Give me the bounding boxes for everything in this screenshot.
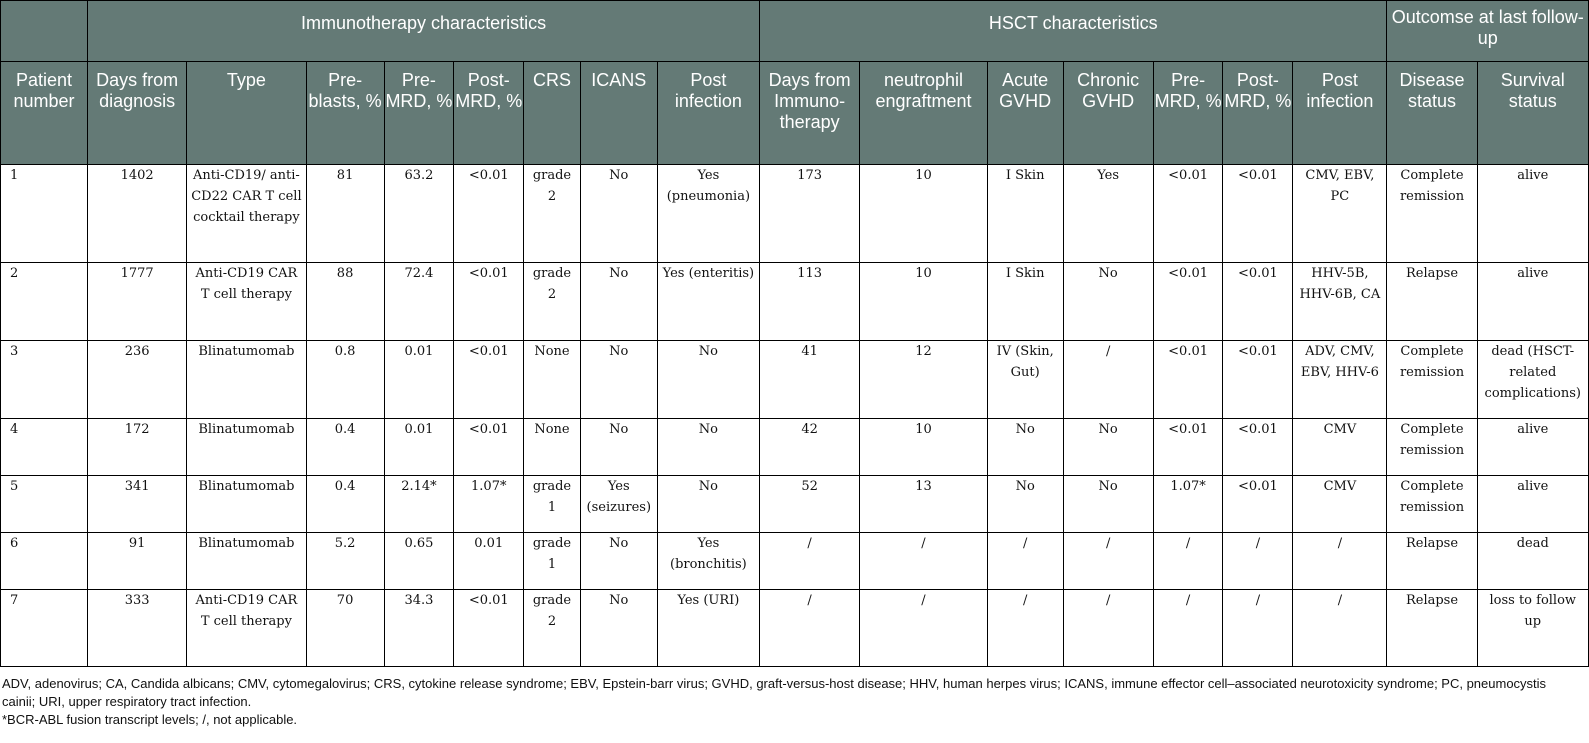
cell-text: No [1098, 266, 1118, 281]
table-cell [1063, 165, 1153, 263]
table-cell [187, 419, 306, 476]
cell-text: Yes (bronchitis) [670, 536, 747, 572]
cell-text: grade 2 [532, 168, 572, 204]
table-cell [760, 341, 860, 419]
table-cell [1387, 590, 1477, 667]
cell-text: Anti-CD19 CAR T cell therapy [195, 593, 298, 629]
table-cell [187, 263, 306, 341]
cell-text: loss to follow up [1489, 593, 1577, 629]
cell-text: / [1185, 536, 1191, 551]
table-cell [88, 263, 187, 341]
cell-text: <0.01 [1168, 344, 1208, 359]
table-cell [454, 165, 524, 263]
table-cell [1477, 590, 1588, 667]
cell-text: / [807, 536, 812, 551]
cell-text: No [1098, 479, 1118, 494]
cell-text: / [807, 593, 812, 608]
table-cell [1293, 341, 1387, 419]
cell-text: 88 [336, 266, 354, 281]
col-header-disease-status: Disease status [1387, 62, 1477, 165]
table-cell [88, 476, 187, 533]
cell-text: 63.2 [404, 168, 434, 183]
cell-text: 52 [801, 479, 818, 494]
cell-text: 0.4 [334, 479, 356, 494]
cell-text: 10 [915, 168, 932, 183]
cell-text: 172 [124, 422, 150, 437]
cell-text: 0.01 [404, 344, 434, 359]
table-cell [88, 165, 187, 263]
table-cell [524, 263, 581, 341]
table-cell [1153, 590, 1223, 667]
cell-text: alive [1517, 168, 1549, 183]
table-cell [454, 419, 524, 476]
table-cell [1153, 533, 1223, 590]
cell-text: 12 [915, 344, 932, 359]
table-cell [1, 263, 88, 341]
table-cell [1293, 533, 1387, 590]
cell-text: / [921, 536, 926, 551]
cell-text: / [1255, 536, 1261, 551]
cell-text: No [609, 593, 629, 608]
table-cell [760, 263, 860, 341]
table-cell [384, 419, 454, 476]
table-cell [1153, 165, 1223, 263]
table-cell [580, 590, 657, 667]
table-row [1, 165, 1589, 263]
cell-text: 341 [124, 479, 150, 494]
cell-text: alive [1517, 479, 1549, 494]
table-cell [987, 533, 1063, 590]
cell-text: Blinatumomab [198, 479, 295, 494]
table-cell [1063, 263, 1153, 341]
table-cell [524, 590, 581, 667]
table-cell [860, 341, 988, 419]
cell-text: grade 2 [532, 593, 572, 629]
table-cell [580, 419, 657, 476]
col-header-neutrophil: neutrophil engraftment [860, 62, 988, 165]
table-body [1, 165, 1589, 667]
cell-text: No [609, 536, 629, 551]
cell-text: 72.4 [404, 266, 434, 281]
table-cell [1223, 533, 1293, 590]
table-cell [1387, 476, 1477, 533]
cell-text: / [1337, 593, 1343, 608]
cell-text: <0.01 [468, 593, 509, 608]
group-header-immunotherapy: Immunotherapy characteristics [88, 1, 760, 62]
col-header-imm-post-mrd: Post-MRD, % [454, 62, 524, 165]
table-cell [524, 419, 581, 476]
table-cell [524, 341, 581, 419]
table-cell [524, 533, 581, 590]
cell-text: dead (HSCT-related complications) [1484, 344, 1581, 401]
table-cell [580, 533, 657, 590]
cell-text: <0.01 [468, 422, 509, 437]
table-cell [1, 533, 88, 590]
col-header-imm-post-infection: Post infection [657, 62, 759, 165]
table-cell [657, 263, 759, 341]
cell-text: <0.01 [1237, 422, 1278, 437]
col-header-imm-type: Type [187, 62, 306, 165]
table-cell [1153, 341, 1223, 419]
cell-text: 2 [10, 266, 19, 281]
cell-text: 236 [124, 344, 150, 359]
table-cell [860, 419, 988, 476]
cell-text: 1.07* [471, 479, 507, 494]
cell-text: <0.01 [468, 344, 509, 359]
group-header-hsct: HSCT characteristics [760, 1, 1387, 62]
cell-text: 42 [801, 422, 818, 437]
table-cell [1477, 263, 1588, 341]
cell-text: / [1337, 536, 1343, 551]
cell-text: Anti-CD19 CAR T cell therapy [195, 266, 298, 302]
cell-text: alive [1517, 266, 1549, 281]
cell-text: Yes [1097, 168, 1120, 183]
cell-text: Blinatumomab [198, 536, 295, 551]
cell-text: alive [1517, 422, 1549, 437]
table-cell [454, 590, 524, 667]
col-header-icans: ICANS [580, 62, 657, 165]
cell-text: 6 [10, 536, 19, 551]
table-cell [1293, 165, 1387, 263]
cell-text: 113 [797, 266, 823, 281]
table-cell [524, 476, 581, 533]
table-cell [860, 263, 988, 341]
table-cell [657, 533, 759, 590]
cell-text: / [921, 593, 926, 608]
col-header-pre-blasts: Pre-blasts, % [306, 62, 384, 165]
table-cell [1387, 263, 1477, 341]
cell-text: 3 [10, 344, 19, 359]
table-cell [306, 165, 384, 263]
col-header-hsct-days: Days from Immuno-therapy [760, 62, 860, 165]
table-cell [760, 419, 860, 476]
table-cell [657, 341, 759, 419]
table-cell [187, 165, 306, 263]
cell-text: 2.14* [401, 479, 437, 494]
table-row [1, 419, 1589, 476]
table-cell [1387, 533, 1477, 590]
cell-text: 5.2 [334, 536, 356, 551]
cell-text: <0.01 [1168, 266, 1208, 281]
cell-text: dead [1516, 536, 1549, 551]
table-cell [1, 419, 88, 476]
table-cell [1153, 263, 1223, 341]
footnote-abbreviations: ADV, adenovirus; CA, Candida albicans; CMV, cytomegalovirus; CRS, cytokine release syndrome; EBV, Epstein-barr virus; GVHD, graft-versus-host disease; HHV, human herpes virus; ICANS, immune effector cell–associated neurotoxicity syndrome; PC, pneumocystis cainii; URI, upper respiratory tract infection. [2, 676, 1547, 709]
table-cell [384, 341, 454, 419]
cell-text: Complete remission [1399, 422, 1465, 458]
table-cell [454, 263, 524, 341]
table-cell [384, 590, 454, 667]
cell-text: 173 [797, 168, 823, 183]
cell-text: Relapse [1405, 593, 1459, 608]
table-cell [187, 533, 306, 590]
cell-text: <0.01 [1237, 168, 1278, 183]
table-cell [1293, 419, 1387, 476]
table-cell [1223, 476, 1293, 533]
cell-text: / [1022, 593, 1028, 608]
table-cell [987, 419, 1063, 476]
table-cell [1223, 590, 1293, 667]
table-cell [580, 341, 657, 419]
cell-text: No [1098, 422, 1118, 437]
table-cell [760, 533, 860, 590]
table-cell [1063, 341, 1153, 419]
cell-text: IV (Skin, Gut) [996, 344, 1054, 380]
table-cell [88, 341, 187, 419]
table-cell [1063, 533, 1153, 590]
cell-text: Complete remission [1399, 168, 1465, 204]
cell-text: CMV [1323, 479, 1357, 494]
cell-text: None [534, 422, 570, 437]
table-cell [657, 590, 759, 667]
cell-text: 0.4 [334, 422, 356, 437]
cell-text: 91 [128, 536, 146, 551]
table-cell [306, 341, 384, 419]
cell-text: CMV, EBV, PC [1305, 168, 1375, 204]
cell-text: grade 1 [532, 479, 572, 515]
cell-text: grade 2 [532, 266, 572, 302]
table-row [1, 476, 1589, 533]
table-cell [1223, 341, 1293, 419]
table-cell [860, 590, 988, 667]
col-header-hsct-post-mrd: Post-MRD, % [1223, 62, 1293, 165]
col-header-hsct-pre-mrd: Pre-MRD, % [1153, 62, 1223, 165]
col-header-patient-number: Patient number [1, 62, 88, 165]
table-cell [88, 590, 187, 667]
cell-text: <0.01 [1168, 168, 1208, 183]
cell-text: HHV-5B, HHV-6B, CA [1299, 266, 1381, 302]
table-cell [454, 341, 524, 419]
cell-text: 1777 [120, 266, 154, 281]
cell-text: 0.8 [334, 344, 356, 359]
cell-text: 5 [10, 479, 19, 494]
cell-text: 0.01 [474, 536, 504, 551]
table-cell [306, 533, 384, 590]
cell-text: 70 [336, 593, 354, 608]
cell-text: 41 [801, 344, 818, 359]
table-cell [657, 165, 759, 263]
table-cell [1293, 476, 1387, 533]
cell-text: Relapse [1405, 536, 1459, 551]
cell-text: CMV [1323, 422, 1357, 437]
cell-text: Yes (enteritis) [662, 266, 755, 281]
cell-text: No [609, 422, 629, 437]
cell-text: Blinatumomab [198, 344, 295, 359]
footnote-asterisk: *BCR-ABL fusion transcript levels; /, not applicable. [2, 712, 298, 727]
table-cell [306, 590, 384, 667]
cell-text: Yes (URI) [677, 593, 740, 608]
cell-text: 13 [915, 479, 932, 494]
table-cell [1063, 590, 1153, 667]
table-cell [987, 590, 1063, 667]
cell-text: 34.3 [404, 593, 434, 608]
cell-text: 1 [10, 168, 19, 183]
cell-text: 333 [124, 593, 150, 608]
cell-text: 0.65 [404, 536, 434, 551]
table-cell [1477, 476, 1588, 533]
table-cell [384, 165, 454, 263]
table-cell [384, 533, 454, 590]
cell-text: / [1105, 593, 1111, 608]
table-cell [1153, 419, 1223, 476]
cell-text: 4 [10, 422, 19, 437]
cell-text: Complete remission [1399, 344, 1465, 380]
table-cell [1, 341, 88, 419]
table-cell [987, 341, 1063, 419]
cell-text: Yes (pneumonia) [666, 168, 751, 204]
table-cell [657, 419, 759, 476]
col-header-imm-days: Days from diagnosis [88, 62, 187, 165]
table-cell [1477, 165, 1588, 263]
cell-text: <0.01 [1237, 266, 1278, 281]
cell-text: <0.01 [1237, 479, 1278, 494]
col-header-crs: CRS [524, 62, 581, 165]
cell-text: No [698, 479, 718, 494]
cell-text: I Skin [1005, 266, 1045, 281]
table-cell [1223, 419, 1293, 476]
table-cell [187, 341, 306, 419]
table-row [1, 263, 1589, 341]
table-cell [1223, 165, 1293, 263]
cell-text: Anti-CD19/ anti-CD22 CAR T cell cocktail therapy [191, 168, 302, 225]
cell-text: 1.07* [1170, 479, 1206, 494]
col-header-imm-pre-mrd: Pre-MRD, % [384, 62, 454, 165]
col-header-survival-status: Survival status [1477, 62, 1588, 165]
cell-text: None [534, 344, 570, 359]
table-cell [760, 165, 860, 263]
table-row [1, 533, 1589, 590]
table-cell [1477, 419, 1588, 476]
cell-text: ADV, CMV, EBV, HHV-6 [1300, 344, 1379, 380]
table-cell [1, 476, 88, 533]
cell-text: 1402 [120, 168, 154, 183]
table-cell [1, 165, 88, 263]
header-corner-cell [1, 1, 88, 62]
col-header-acute-gvhd: Acute GVHD [987, 62, 1063, 165]
table-footnotes [0, 675, 1582, 729]
table-cell [187, 590, 306, 667]
cell-text: Complete remission [1399, 479, 1465, 515]
cell-text: I Skin [1005, 168, 1045, 183]
table-cell [1387, 419, 1477, 476]
cell-text: No [609, 344, 629, 359]
cell-text: No [609, 266, 629, 281]
table-cell [1, 590, 88, 667]
cell-text: Relapse [1405, 266, 1459, 281]
cell-text: <0.01 [468, 168, 509, 183]
table-cell [1153, 476, 1223, 533]
table-cell [187, 476, 306, 533]
cell-text: / [1022, 536, 1028, 551]
cell-text: / [1105, 344, 1111, 359]
table-cell [454, 476, 524, 533]
table-cell [580, 476, 657, 533]
cell-text: 7 [10, 593, 19, 608]
table-cell [1387, 341, 1477, 419]
cell-text: Blinatumomab [198, 422, 295, 437]
cell-text: / [1185, 593, 1191, 608]
table-cell [1293, 590, 1387, 667]
table-cell [1293, 263, 1387, 341]
table-cell [860, 533, 988, 590]
table-cell [987, 165, 1063, 263]
table-cell [580, 263, 657, 341]
cell-text: 0.01 [404, 422, 434, 437]
cell-text: 81 [336, 168, 354, 183]
table-cell [306, 263, 384, 341]
table-cell [987, 263, 1063, 341]
table-cell [760, 590, 860, 667]
cell-text: / [1105, 536, 1111, 551]
table-cell [1063, 476, 1153, 533]
table-cell [306, 419, 384, 476]
cell-text: 10 [915, 266, 932, 281]
cell-text: <0.01 [468, 266, 509, 281]
table-cell [1063, 419, 1153, 476]
table-cell [524, 165, 581, 263]
table-cell [88, 533, 187, 590]
col-header-chronic-gvhd: Chronic GVHD [1063, 62, 1153, 165]
cell-text: No [698, 422, 718, 437]
cell-text: No [609, 168, 629, 183]
table-cell [1387, 165, 1477, 263]
table-cell [657, 476, 759, 533]
table-cell [1477, 533, 1588, 590]
col-header-hsct-post-infection: Post infection [1293, 62, 1387, 165]
table-cell [580, 165, 657, 263]
table-row [1, 341, 1589, 419]
cell-text: 10 [915, 422, 932, 437]
table-cell [454, 533, 524, 590]
table-cell [860, 165, 988, 263]
cell-text: No [698, 344, 718, 359]
table-cell [88, 419, 187, 476]
table-row [1, 590, 1589, 667]
table-cell [384, 263, 454, 341]
table-cell [860, 476, 988, 533]
table-cell [1223, 263, 1293, 341]
cell-text: No [1015, 422, 1035, 437]
table-cell [1477, 341, 1588, 419]
cell-text: / [1255, 593, 1261, 608]
cell-text: Yes (seizures) [586, 479, 652, 515]
table-cell [306, 476, 384, 533]
group-header-outcome: Outcomse at last follow-up [1387, 1, 1589, 62]
table-cell [987, 476, 1063, 533]
cell-text: <0.01 [1237, 344, 1278, 359]
cell-text: No [1015, 479, 1035, 494]
cell-text: grade 1 [532, 536, 572, 572]
table-cell [384, 476, 454, 533]
table-cell [760, 476, 860, 533]
cell-text: <0.01 [1168, 422, 1208, 437]
